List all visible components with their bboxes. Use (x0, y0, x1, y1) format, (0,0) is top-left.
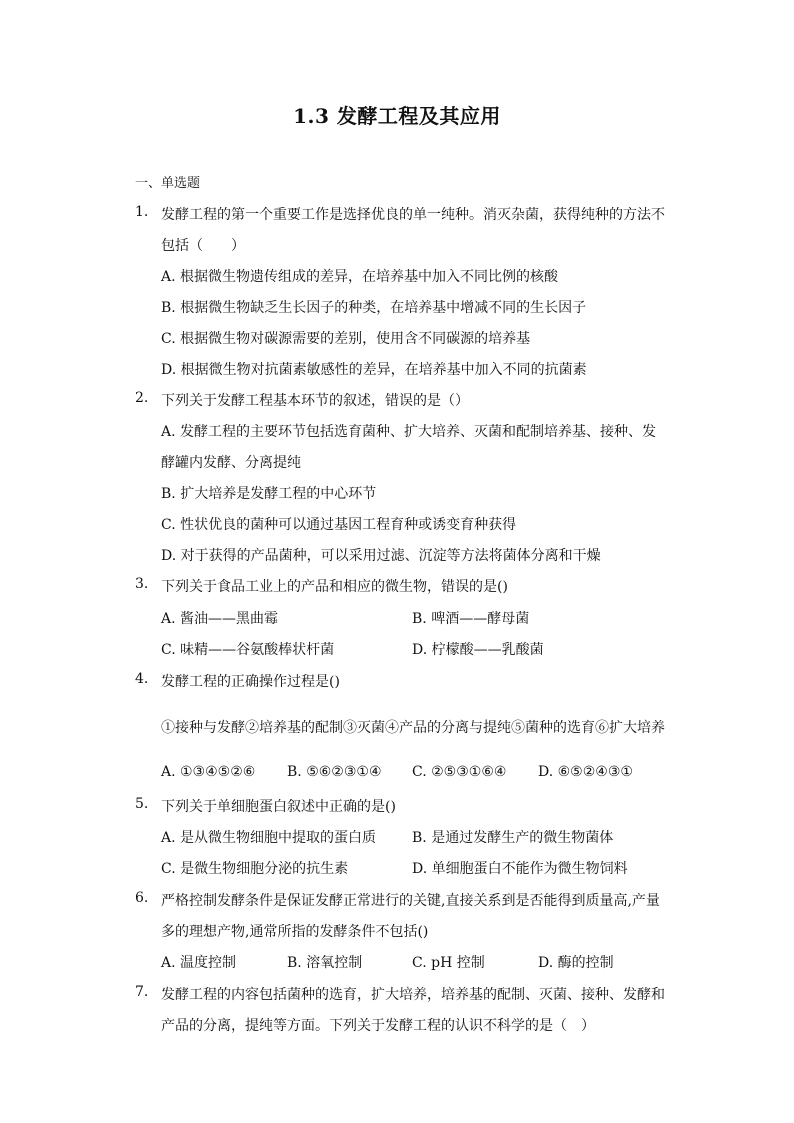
option: C. 是微生物细胞分泌的抗生素 (161, 861, 349, 877)
question-stem: 下列关于食品工业上的产品和相应的微生物，错误的是() (161, 579, 508, 595)
option: C. ②⑤③①⑥④ (412, 764, 507, 780)
question-stem: 下列关于发酵工程基本环节的叙述，错误的是（） (161, 393, 469, 409)
question-stem: 严格控制发酵条件是保证发酵正常进行的关键,直接关系到是否能得到质量高,产量 (161, 893, 660, 909)
option: B. 根据微生物缺乏生长因子的种类，在培养基中增减不同的生长因子 (161, 300, 587, 316)
question-stem: 发酵工程的正确操作过程是() (161, 674, 340, 690)
option: A. 酱油——黑曲霉 (161, 611, 279, 627)
option: C. 味精——谷氨酸棒状杆菌 (161, 642, 335, 658)
option: A. ①③④⑤②⑥ (161, 764, 256, 780)
question-number: 6. (135, 890, 149, 906)
question-number: 5. (135, 796, 149, 812)
option: B. 是通过发酵生产的微生物菌体 (412, 830, 614, 846)
option: D. 酶的控制 (538, 955, 614, 971)
question-stem: 包括（ ） (161, 238, 245, 254)
option: D. ⑥⑤②④③① (538, 764, 633, 780)
option: D. 根据微生物对抗菌素敏感性的差异，在培养基中加入不同的抗菌素 (161, 362, 587, 378)
option: B. 扩大培养是发酵工程的中心环节 (161, 486, 377, 502)
option: A. 发酵工程的主要环节包括选育菌种、扩大培养、灭菌和配制培养基、接种、发 (161, 424, 657, 440)
question-stem: 发酵工程的第一个重要工作是选择优良的单一纯种。消灭杂菌，获得纯种的方法不 (161, 207, 665, 223)
question-number: 3. (135, 576, 149, 592)
question-number: 2. (135, 390, 149, 406)
question-stem: 产品的分离，提纯等方面。下列关于发酵工程的认识不科学的是（ ） (161, 1018, 595, 1034)
page-title: 1.3 发酵工程及其应用 (293, 104, 501, 128)
question-number: 4. (135, 671, 149, 687)
question-stem: 下列关于单细胞蛋白叙述中正确的是() (161, 799, 396, 815)
section-heading: 一、单选题 (135, 176, 201, 191)
option: A. 是从微生物细胞中提取的蛋白质 (161, 830, 377, 846)
option: B. 溶氧控制 (287, 955, 363, 971)
option: B. 啤酒——酵母菌 (412, 611, 530, 627)
question-extra: ①接种与发酵②培养基的配制③灭菌④产品的分离与提纯⑤菌种的选育⑥扩大培养 (161, 720, 665, 736)
option: D. 对于获得的产品菌种，可以采用过滤、沉淀等方法将菌体分离和干燥 (161, 548, 601, 564)
option: D. 柠檬酸——乳酸菌 (412, 642, 544, 658)
question-number: 1. (135, 204, 149, 220)
option: C. 性状优良的菌种可以通过基因工程育种或诱变育种获得 (161, 517, 517, 533)
option: C. pH 控制 (412, 955, 485, 971)
option: A. 根据微生物遗传组成的差异，在培养基中加入不同比例的核酸 (161, 269, 559, 285)
option: D. 单细胞蛋白不能作为微生物饲料 (412, 861, 628, 877)
question-number: 7. (135, 984, 149, 1000)
question-stem: 多的理想产物,通常所指的发酵条件不包括() (161, 924, 429, 940)
option: A. 温度控制 (161, 955, 237, 971)
option: C. 根据微生物对碳源需要的差别，使用含不同碳源的培养基 (161, 331, 531, 347)
option: 酵罐内发酵、分离提纯 (161, 455, 301, 471)
question-stem: 发酵工程的内容包括菌种的选育，扩大培养，培养基的配制、灭菌、接种、发酵和 (161, 987, 665, 1003)
option: B. ⑤⑥②③①④ (287, 764, 382, 780)
